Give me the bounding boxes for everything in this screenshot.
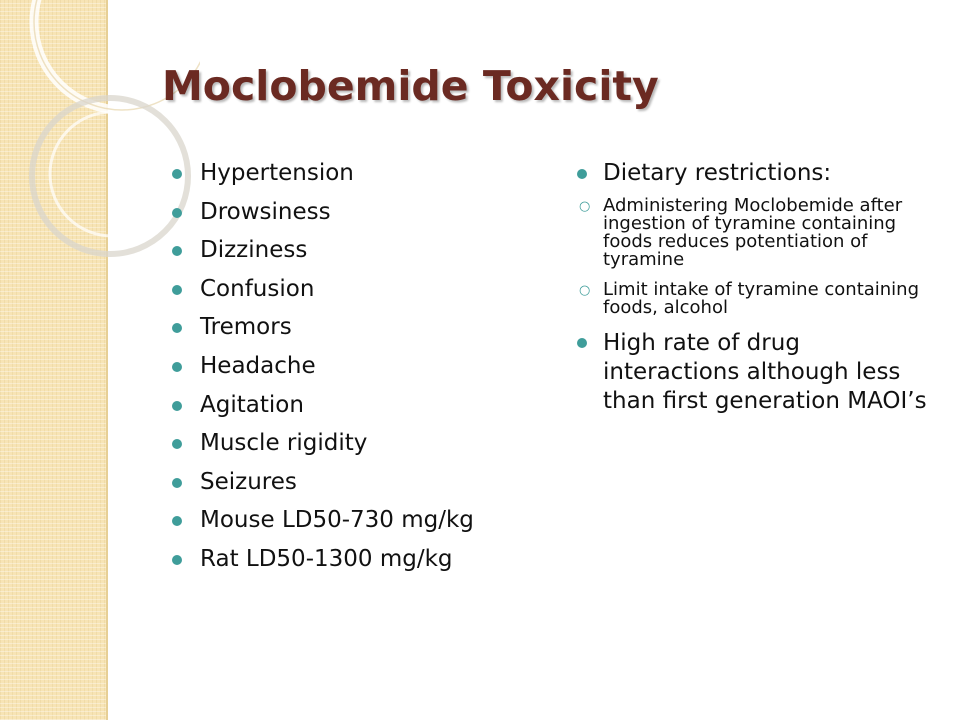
hollow-circle-bullet-icon: ○ [579,199,591,214]
list-item [162,276,542,315]
list-item-text: Tremors [200,314,292,341]
bullet-icon [172,478,182,488]
sub-list-item [573,281,933,317]
bullet-icon [172,285,182,295]
bullet-icon [172,362,182,372]
hollow-circle-bullet-icon: ○ [579,283,591,298]
list-item [162,392,542,431]
symptom-list [162,160,542,585]
list-item-text: Drowsiness [200,198,331,225]
list-item-text: Agitation [200,391,304,418]
bullet-icon [172,401,182,411]
list-item [162,199,542,238]
list-item [162,353,542,392]
list-item [162,314,542,353]
dietary-restrictions-item [573,160,933,187]
dietary-restrictions-label: Dietary restrictions: [603,160,832,186]
list-item-text: Muscle rigidity [200,430,368,457]
list-item-text: Hypertension [200,160,354,186]
list-item-text: Seizures [200,468,297,495]
right-column [573,160,933,416]
bullet-icon [577,169,587,179]
list-item-text: Headache [200,352,316,379]
list-item-text: Rat LD50-1300 mg/kg [200,545,453,572]
list-item [162,237,542,276]
bullet-icon [172,169,182,179]
sub-list-item [573,197,933,269]
bullet-icon [172,555,182,565]
list-item [162,160,542,199]
bullet-icon [577,338,587,348]
list-item [162,507,542,546]
drug-interactions-item [573,329,933,416]
bullet-icon [172,208,182,218]
bullet-icon [172,246,182,256]
sub-list-item-text: Administering Moclobemide after ingestion of tyramine containing foods reduces potentiation of tyramine [603,195,903,270]
dietary-sublist [573,197,933,317]
list-item-text: Mouse LD50-730 mg/kg [200,507,474,534]
list-item [162,546,542,585]
bullet-icon [172,439,182,449]
bullet-icon [172,516,182,526]
sub-list-item-text: Limit intake of tyramine containing foods, alcohol [603,279,920,318]
decorative-side-band [0,0,108,720]
page-title: Moclobemide Toxicity [162,62,659,110]
drug-interactions-text: High rate of drug interactions although less than first generation MAOI’s [603,330,927,414]
list-item-text: Dizziness [200,237,308,264]
bullet-icon [172,323,182,333]
list-item [162,469,542,508]
list-item-text: Confusion [200,275,315,302]
list-item [162,430,542,469]
